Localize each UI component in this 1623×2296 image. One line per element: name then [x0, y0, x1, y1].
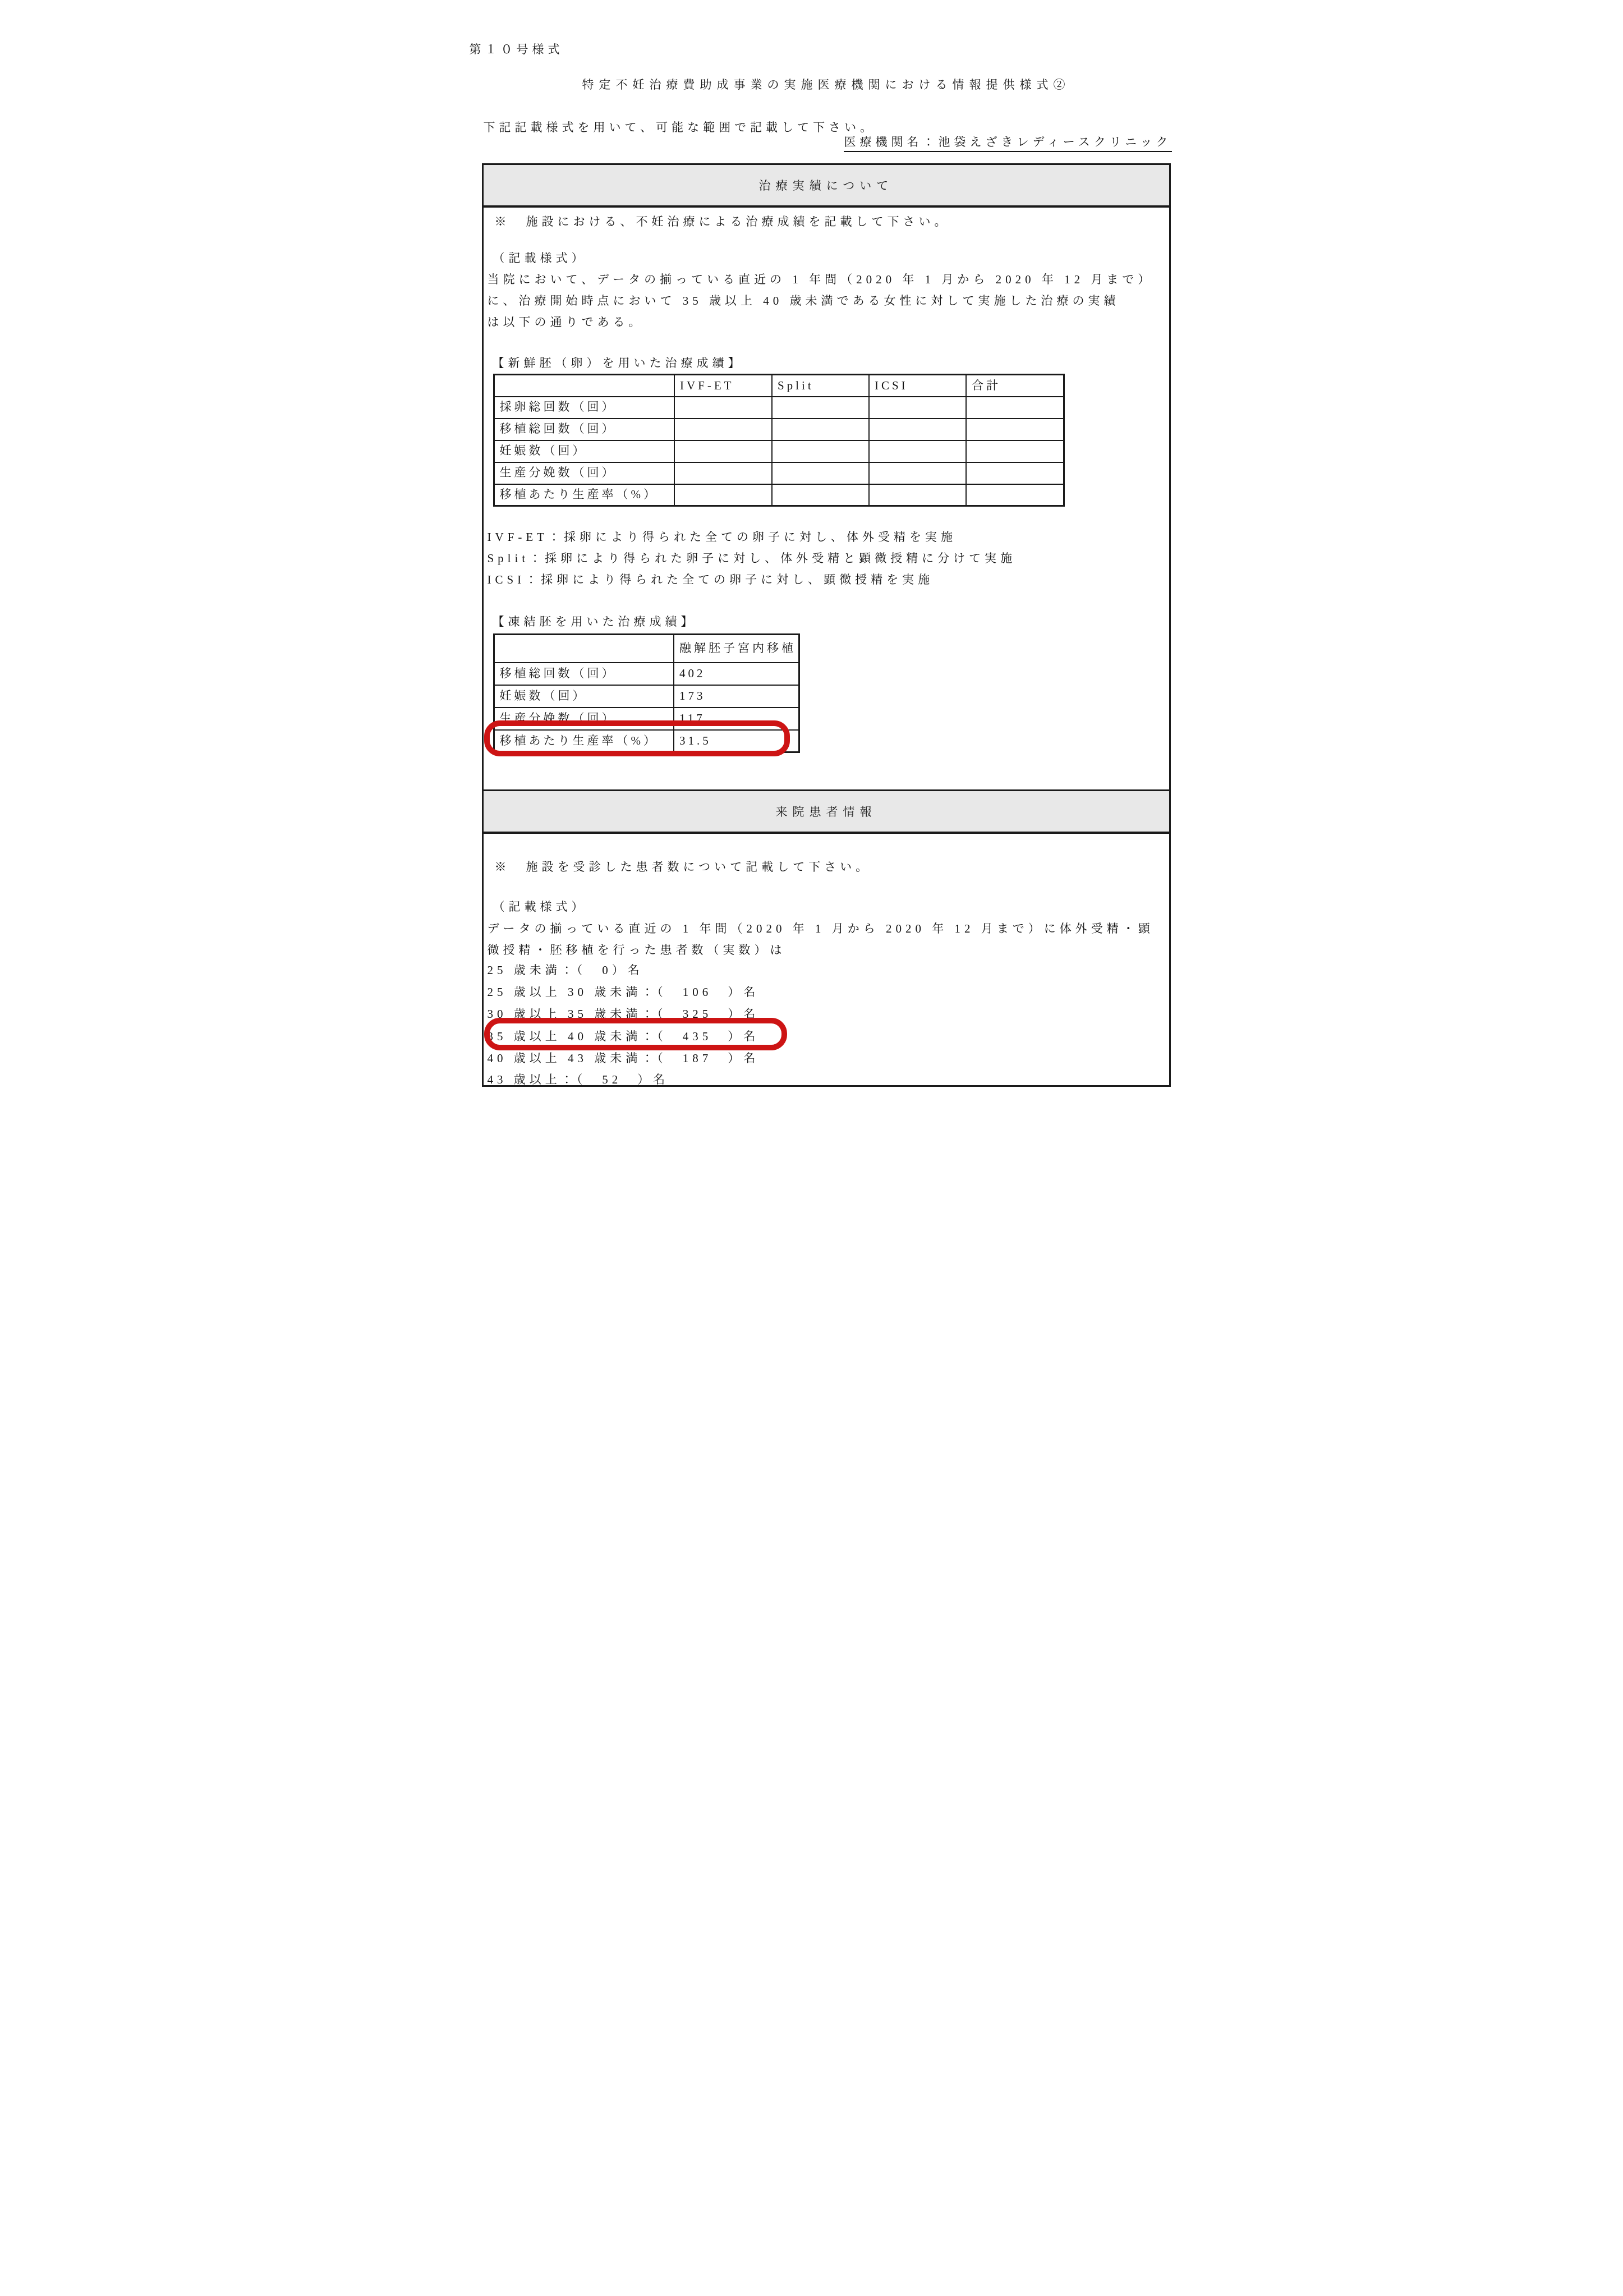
empty-cell — [772, 397, 869, 419]
value-live-births: 117 — [674, 708, 799, 730]
section-header-patient-info-label: 来院患者情報 — [775, 805, 877, 819]
fresh-embryo-table-title: 【新鮮胚（卵）を用いた治療成績】 — [492, 356, 744, 370]
age-group-35-40: 35 歳以上 40 歳未満：（ 435 ）名 — [487, 1030, 760, 1043]
patient-count-intro-line-1: データの揃っている直近の 1 年間（2020 年 1 月から 2020 年 12 月まで）に体外受精・顕 — [487, 922, 1154, 935]
table-row — [494, 397, 1064, 419]
form-number: 第１０号様式 — [469, 43, 564, 56]
fresh-embryo-table — [493, 374, 1065, 507]
column-header-split: Split — [772, 375, 869, 397]
empty-cell — [674, 419, 772, 440]
age-group-40-43: 40 歳以上 43 歳未満：（ 187 ）名 — [487, 1051, 760, 1065]
split-definition: Split：採卵により得られた卵子に対し、体外受精と顕微授精に分けて実施 — [487, 552, 1017, 565]
frozen-embryo-header-row — [494, 635, 799, 663]
age-group-30-35: 30 歳以上 35 歳未満：（ 325 ）名 — [487, 1007, 760, 1021]
table-row — [494, 440, 1064, 462]
empty-cell — [966, 440, 1064, 462]
empty-cell — [869, 462, 966, 484]
empty-cell — [966, 484, 1064, 506]
table-row — [494, 730, 799, 752]
row-label-live-births: 生産分娩数（回） — [494, 462, 674, 484]
empty-cell — [674, 440, 772, 462]
empty-cell — [772, 484, 869, 506]
empty-cell — [674, 397, 772, 419]
table-row — [494, 663, 799, 685]
patient-info-note: ※ 施設を受診した患者数について記載して下さい。 — [494, 860, 872, 874]
table-row — [494, 484, 1064, 506]
value-live-birth-rate: 31.5 — [674, 730, 799, 752]
row-label-live-births: 生産分娩数（回） — [494, 708, 674, 730]
empty-cell — [772, 419, 869, 440]
column-header-total: 合計 — [966, 375, 1064, 397]
empty-cell — [869, 419, 966, 440]
fresh-corner-empty-cell — [494, 375, 674, 397]
fresh-embryo-header-row — [494, 375, 1064, 397]
treatment-paragraph-line-2: に、治療開始時点において 35 歳以上 40 歳未満である女性に対して実施した治療の実績 — [487, 294, 1120, 307]
table-row — [494, 462, 1064, 484]
age-group-over-43: 43 歳以上：（ 52 ）名 — [487, 1073, 669, 1086]
row-label-transfers: 移植総回数（回） — [494, 663, 674, 685]
section-header-patient-info — [484, 789, 1169, 834]
treatment-paragraph-line-1: 当院において、データの揃っている直近の 1 年間（2020 年 1 月から 2020 年 12 月まで） — [487, 273, 1154, 286]
frozen-embryo-table — [493, 633, 801, 753]
age-group-25-30: 25 歳以上 30 歳未満：（ 106 ）名 — [487, 985, 760, 999]
format-label-patient: （記載様式） — [493, 900, 587, 913]
value-pregnancies: 173 — [674, 685, 799, 708]
empty-cell — [674, 462, 772, 484]
row-label-egg-retrievals: 採卵総回数（回） — [494, 397, 674, 419]
table-row — [494, 685, 799, 708]
empty-cell — [966, 462, 1064, 484]
document-page — [406, 0, 1217, 1148]
empty-cell — [674, 484, 772, 506]
empty-cell — [869, 440, 966, 462]
icsi-definition: ICSI：採卵により得られた全ての卵子に対し、顕微授精を実施 — [487, 573, 934, 586]
document-title: 特定不妊治療費助成事業の実施医療機関における情報提供様式② — [582, 78, 1070, 91]
row-label-live-birth-rate: 移植あたり生産率（%） — [494, 484, 674, 506]
treatment-results-note: ※ 施設における、不妊治療による治療成績を記載して下さい。 — [494, 215, 950, 228]
section-header-treatment-results — [484, 165, 1169, 208]
table-row — [494, 419, 1064, 440]
empty-cell — [772, 462, 869, 484]
empty-cell — [772, 440, 869, 462]
frozen-corner-empty-cell — [494, 635, 674, 663]
section-header-treatment-results-label: 治療実績について — [758, 179, 894, 192]
empty-cell — [869, 484, 966, 506]
age-group-under-25: 25 歳未満：（ 0）名 — [487, 963, 643, 977]
column-header-thawed-transfer: 融解胚子宮内移植 — [674, 635, 799, 663]
row-label-pregnancies: 妊娠数（回） — [494, 685, 674, 708]
table-row — [494, 708, 799, 730]
empty-cell — [966, 397, 1064, 419]
column-header-icsi: ICSI — [869, 375, 966, 397]
empty-cell — [966, 419, 1064, 440]
format-label-treatment: （記載様式） — [493, 251, 587, 265]
form-body-box — [482, 163, 1171, 1087]
empty-cell — [869, 397, 966, 419]
ivf-et-definition: IVF-ET：採卵により得られた全ての卵子に対し、体外受精を実施 — [487, 530, 957, 544]
treatment-paragraph-line-3: は以下の通りである。 — [487, 315, 645, 329]
row-label-pregnancies: 妊娠数（回） — [494, 440, 674, 462]
value-transfers: 402 — [674, 663, 799, 685]
fill-instruction: 下記記載様式を用いて、可能な範囲で記載して下さい。 — [483, 121, 876, 134]
column-header-ivf-et: IVF-ET — [674, 375, 772, 397]
row-label-live-birth-rate: 移植あたり生産率（%） — [494, 730, 674, 752]
patient-count-intro-line-2: 微授精・胚移植を行った患者数（実数）は — [487, 943, 786, 957]
frozen-embryo-table-title: 【凍結胚を用いた治療成績】 — [492, 615, 697, 628]
institution-name: 医療機関名：池袋えざきレディースクリニック — [844, 135, 1171, 152]
row-label-transfers: 移植総回数（回） — [494, 419, 674, 440]
